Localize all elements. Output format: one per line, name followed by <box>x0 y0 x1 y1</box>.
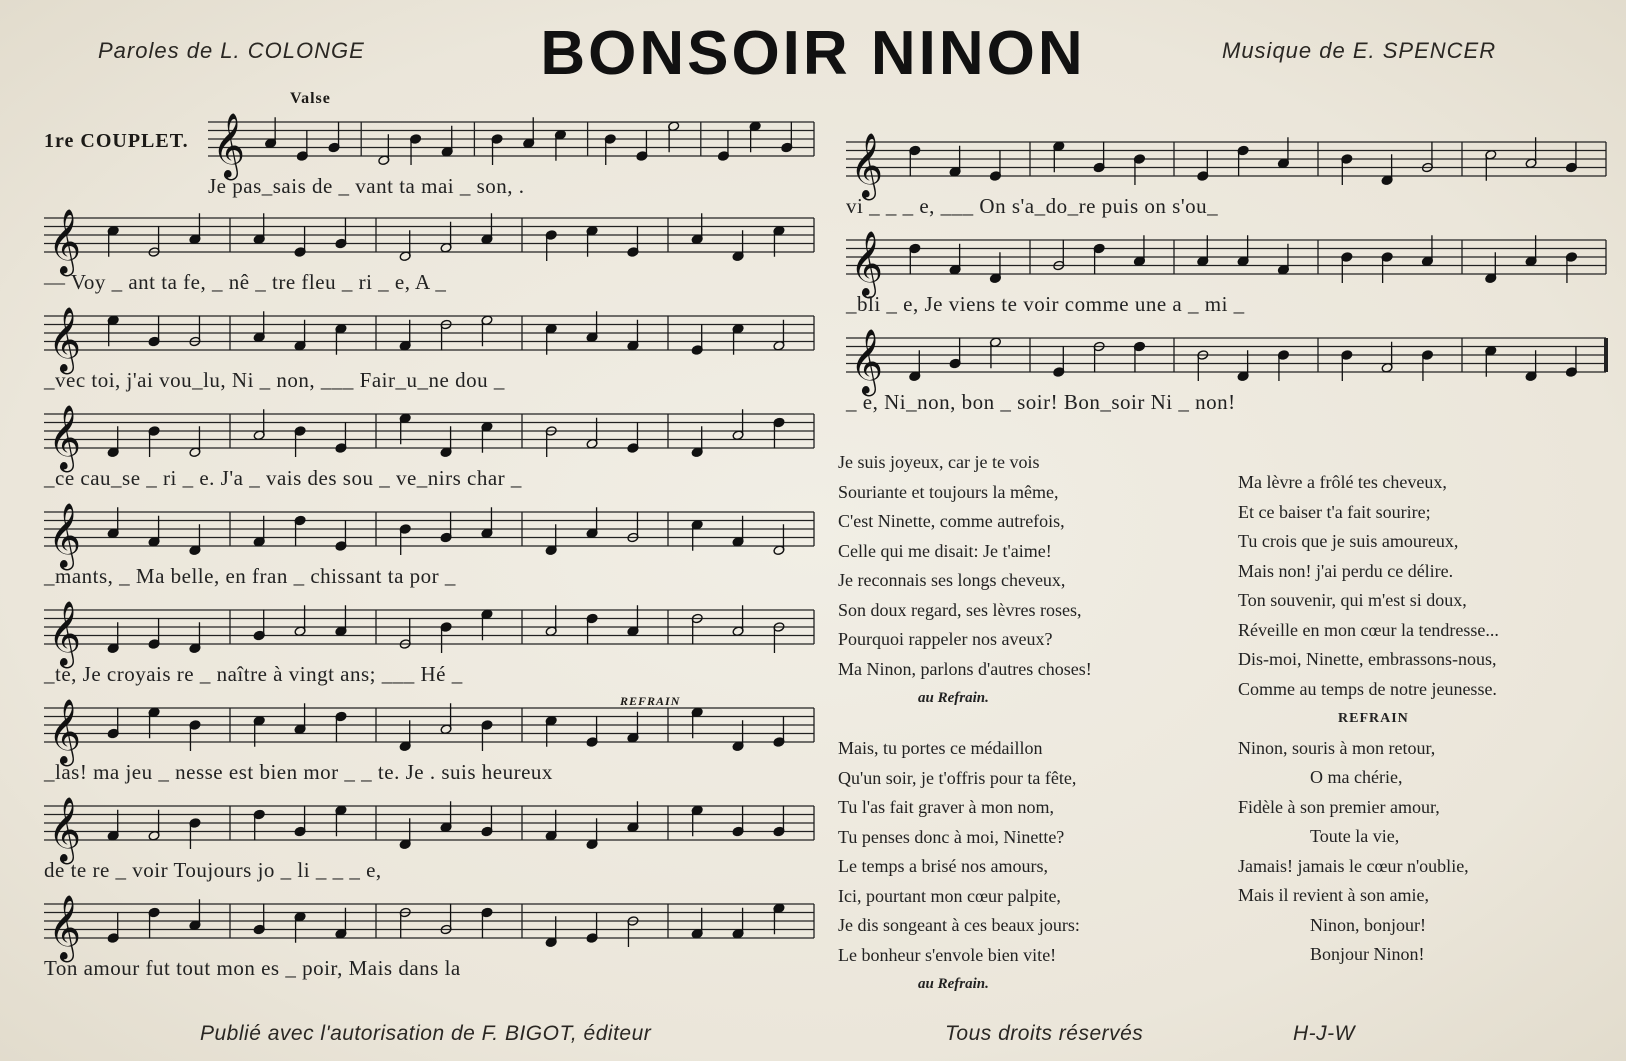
staff <box>44 304 814 372</box>
music-system-left-9 <box>44 892 814 982</box>
music-system-left-3 <box>44 304 814 394</box>
music-system-left-8 <box>44 794 814 884</box>
verse-line: Je reconnais ses longs cheveux, <box>838 570 1066 590</box>
staff <box>44 402 814 470</box>
treble-clef-icon: 𝄞 <box>48 405 82 470</box>
staff <box>846 326 1606 394</box>
verse-line: Ton souvenir, qui m'est si doux, <box>1238 590 1467 610</box>
verse-line: Mais non! j'ai perdu ce délire. <box>1238 560 1454 581</box>
lyric-line: _ e, Ni_non, bon _ soir! Bon_soir Ni _ non! <box>846 390 1236 414</box>
lyric-line: _te, Je croyais re _ naître à vingt ans; ___ Hé _ <box>44 662 463 686</box>
staff <box>44 598 814 666</box>
treble-clef-icon: 𝄞 <box>48 601 82 666</box>
verse-line: Souriante et toujours la même, <box>838 481 1059 502</box>
verse-line: Pourquoi rappeler nos aveux? <box>838 629 1053 649</box>
lyric-line: _ce cau_se _ ri _ e. J'a _ vais des sou _ ve_nirs char _ <box>44 466 522 490</box>
music-system-left-7 <box>44 696 814 786</box>
treble-clef-icon: 𝄞 <box>850 231 884 296</box>
refrain-line: Bonjour Ninon! <box>1310 944 1425 964</box>
verse-couplet-3 <box>838 734 1080 1000</box>
treble-clef-icon: 𝄞 <box>48 307 82 372</box>
verse-line: Son doux regard, ses lèvres roses, <box>838 599 1082 620</box>
refrain-marker: REFRAIN <box>620 694 681 708</box>
song-title: BONSOIR NINON <box>540 19 1086 88</box>
verse-line: Le bonheur s'envole bien vite! <box>838 944 1057 965</box>
refrain-line: Toute la vie, <box>1310 826 1400 846</box>
staff <box>44 892 814 960</box>
verse-line: Dis-moi, Ninette, embrassons-nous, <box>1238 649 1497 669</box>
verse-line: Je dis songeant à ces beaux jours: <box>838 915 1080 935</box>
publisher-mark: H-J-W <box>1293 1022 1355 1045</box>
publisher-credit: Publié avec l'autorisation de F. BIGOT, éditeur <box>200 1022 652 1045</box>
lyric-line: _mants, _ Ma belle, en fran _ chissant ta por _ <box>44 564 456 588</box>
verse-line: Le temps a brisé nos amours, <box>838 856 1048 876</box>
music-system-left-4 <box>44 402 814 492</box>
treble-clef-icon: 𝄞 <box>48 503 82 568</box>
staff <box>44 206 814 274</box>
music-system-left-6 <box>44 598 814 688</box>
refrain-heading: REFRAIN <box>1338 711 1409 726</box>
composer-credit: Musique de E. SPENCER <box>1222 38 1497 63</box>
refrain-line: Fidèle à son premier amour, <box>1238 796 1440 817</box>
refrain-line: Mais il revient à son amie, <box>1238 885 1429 905</box>
verse-line: C'est Ninette, comme autrefois, <box>838 511 1065 531</box>
treble-clef-icon: 𝄞 <box>48 699 82 764</box>
staff <box>44 794 814 862</box>
lyric-line: _vec toi, j'ai vou_lu, Ni _ non, ___ Fair_u_ne dou _ <box>44 368 505 392</box>
lyric-line: vi _ _ _ e, ___ On s'a_do_re puis on s'ou_ <box>846 194 1219 218</box>
treble-clef-icon: 𝄞 <box>850 329 884 394</box>
lyric-line: de te re _ voir Toujours jo _ li _ _ _ e, <box>44 858 382 882</box>
refrain-line: O ma chérie, <box>1310 767 1403 787</box>
verse-line: Ici, pourtant mon cœur palpite, <box>838 885 1061 906</box>
verse-line: Tu penses donc à moi, Ninette? <box>838 826 1065 847</box>
tempo-marking: Valse <box>290 90 331 107</box>
lyric-line: _bli _ e, Je viens te voir comme une a _ mi _ <box>846 292 1245 316</box>
verse-line: Et ce baiser t'a fait sourire; <box>1238 501 1431 522</box>
verse-couplet-2 <box>838 448 1092 714</box>
refrain-line: Jamais! jamais le cœur n'oublie, <box>1238 855 1469 876</box>
staff <box>44 696 814 764</box>
verse-line: Comme au temps de notre jeunesse. <box>1238 678 1497 699</box>
lyric-line: — Voy _ ant ta fe, _ nê _ tre fleu _ ri _ e, A _ <box>44 270 447 294</box>
verse-line: Tu l'as fait graver à mon nom, <box>838 797 1055 817</box>
music-system-right-1 <box>846 130 1606 220</box>
verse-line: Mais, tu portes ce médaillon <box>838 738 1043 758</box>
verse-line: Celle qui me disait: Je t'aime! <box>838 540 1052 561</box>
verse-line: Tu crois que je suis amoureux, <box>1238 531 1459 551</box>
verse-line: Qu'un soir, je t'offris pour ta fête, <box>838 767 1077 788</box>
verse-couplet-4 <box>1238 468 1499 970</box>
verse-line: Ma lèvre a frôlé tes cheveux, <box>1238 472 1447 492</box>
rights-notice: Tous droits réservés <box>945 1022 1144 1045</box>
treble-clef-icon: 𝄞 <box>48 895 82 960</box>
music-system-left-2 <box>44 206 814 296</box>
verse-line: Je suis joyeux, car je te vois <box>838 452 1040 472</box>
refrain-line: Ninon, bonjour! <box>1310 914 1426 935</box>
refrain-line: Ninon, souris à mon retour, <box>1238 737 1436 758</box>
treble-clef-icon: 𝄞 <box>850 133 884 198</box>
lyric-line: Ton amour fut tout mon es _ poir, Mais dans la <box>44 956 461 980</box>
treble-clef-icon: 𝄞 <box>48 797 82 862</box>
refrain-cue: au Refrain. <box>918 976 989 992</box>
music-system-left-5 <box>44 500 814 590</box>
staff <box>846 130 1606 198</box>
verse-line: Ma Ninon, parlons d'autres choses! <box>838 658 1092 679</box>
music-system-right-3 <box>846 326 1606 416</box>
treble-clef-icon: 𝄞 <box>48 209 82 274</box>
music-system-left-1 <box>208 110 814 200</box>
music-system-right-2 <box>846 228 1606 318</box>
refrain-cue: au Refrain. <box>918 690 989 706</box>
lyricist-credit: Paroles de L. COLONGE <box>98 38 365 63</box>
lyric-line: Je pas_sais de _ vant ta mai _ son, . <box>208 174 525 198</box>
section-label: 1re COUPLET. <box>44 130 189 152</box>
treble-clef-icon: 𝄞 <box>212 113 246 178</box>
lyric-line: _las! ma jeu _ nesse est bien mor _ _ te. Je . suis heureux <box>44 760 553 784</box>
verse-line: Réveille en mon cœur la tendresse... <box>1238 619 1499 640</box>
staff <box>208 110 814 178</box>
staff <box>44 500 814 568</box>
staff <box>846 228 1606 296</box>
